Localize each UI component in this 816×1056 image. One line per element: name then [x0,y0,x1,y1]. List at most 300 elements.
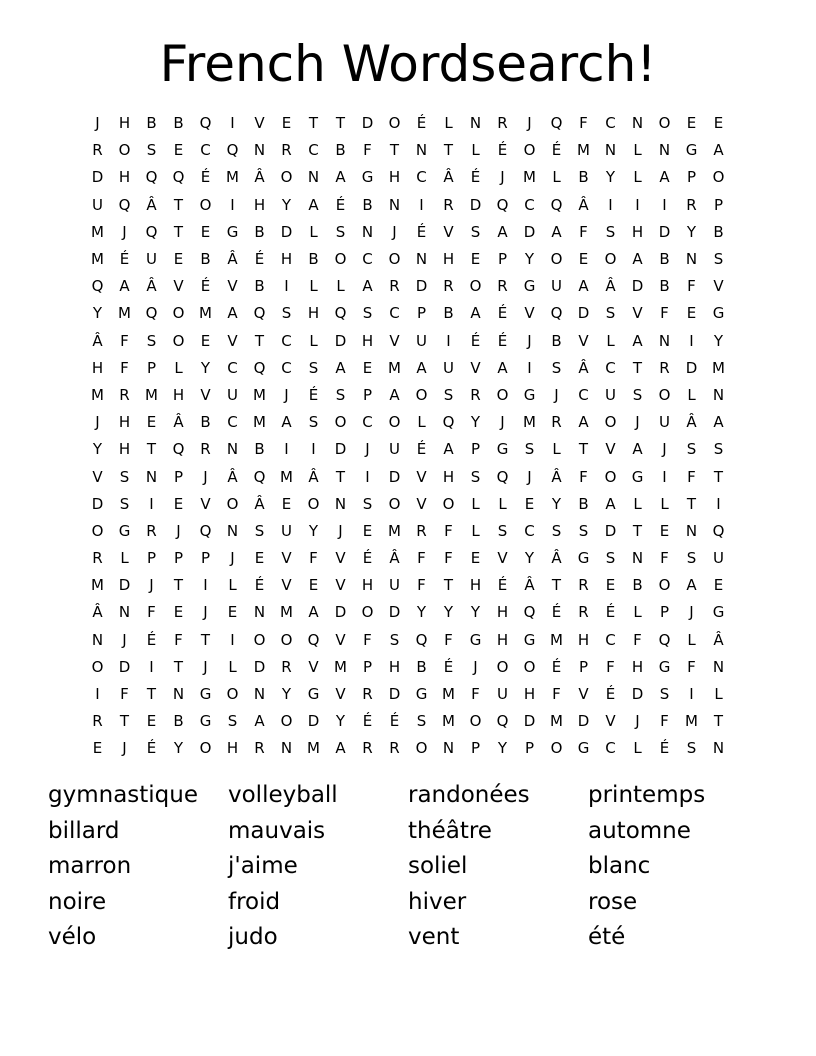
grid-cell: O [388,250,401,269]
grid-cell: S [605,304,616,323]
grid-cell: Y [443,603,454,622]
grid-cell: S [254,521,265,540]
grid-cell: O [280,168,293,187]
grid-cell: O [469,712,482,731]
grid-cell: E [578,250,589,269]
grid-cell: N [658,141,671,160]
grid-cell: D [307,712,320,731]
grid-cell: H [388,657,401,676]
grid-cell: Â [173,413,184,432]
word-list-item: judo [228,924,278,950]
grid-cell: T [632,358,643,377]
grid-cell: V [227,331,238,350]
grid-cell: É [470,331,481,350]
grid-cell: L [687,385,696,404]
grid-cell: O [280,712,293,731]
grid-cell: L [471,141,480,160]
grid-cell: V [281,549,292,568]
grid-cell: L [336,277,345,296]
grid-cell: A [713,413,724,432]
grid-cell: I [203,576,208,595]
grid-cell: É [659,739,670,758]
grid-cell: N [334,494,347,513]
grid-cell: R [389,739,400,758]
grid-cell: T [146,685,157,704]
grid-cell: Â [227,467,238,486]
grid-cell: A [119,277,130,296]
grid-cell: F [309,549,318,568]
grid-cell: J [122,739,127,758]
grid-cell: T [173,657,184,676]
grid-cell: G [658,657,671,676]
grid-cell: L [498,494,507,513]
grid-cell: J [95,114,100,133]
grid-cell: L [471,521,480,540]
grid-cell: É [200,277,211,296]
grid-cell: P [470,440,481,459]
grid-cell: J [635,413,640,432]
grid-cell: Q [550,195,563,214]
grid-row [84,681,732,708]
grid-cell: Q [172,440,185,459]
grid-cell: Q [307,630,320,649]
grid-cell: F [660,304,669,323]
grid-cell: E [362,521,373,540]
word-list-item: j'aime [228,853,298,879]
grid-row [84,518,732,545]
grid-cell: N [442,739,455,758]
grid-row [84,627,732,654]
grid-cell: A [632,440,643,459]
grid-cell: H [118,413,131,432]
grid-cell: P [416,304,427,323]
grid-cell: N [631,549,644,568]
grid-cell: F [660,549,669,568]
grid-cell: T [335,114,346,133]
grid-cell: É [470,168,481,187]
grid-cell: E [470,250,481,269]
grid-cell: J [149,576,154,595]
grid-cell: É [416,440,427,459]
grid-cell: A [497,358,508,377]
page-title: French Wordsearch! [159,35,657,93]
grid-cell: Y [497,739,508,758]
grid-cell: S [632,385,643,404]
grid-cell: B [632,576,643,595]
word-list-item: froid [228,888,281,915]
grid-cell: G [415,685,428,704]
grid-cell: Â [308,467,319,486]
grid-cell: N [226,521,239,540]
grid-cell: O [280,630,293,649]
word-list-item: soliel [408,853,468,879]
grid-cell: É [497,331,508,350]
grid-cell: I [365,467,370,486]
grid-cell: E [605,576,616,595]
grid-cell: E [173,603,184,622]
grid-cell: V [578,331,589,350]
grid-row [84,246,732,273]
grid-cell: J [662,440,667,459]
grid-cell: N [91,630,104,649]
grid-cell: E [686,304,697,323]
grid-cell: É [119,250,130,269]
grid-cell: O [415,385,428,404]
grid-cell: S [686,549,697,568]
grid-cell: G [496,440,509,459]
grid-cell: E [146,712,157,731]
grid-cell: L [444,114,453,133]
grid-cell: É [605,685,616,704]
grid-cell: O [658,385,671,404]
grid-cell: É [497,141,508,160]
grid-cell: R [146,521,157,540]
grid-cell: F [687,277,696,296]
grid-cell: B [200,250,211,269]
grid-cell: S [119,494,130,513]
word-list-item: théâtre [408,817,492,844]
grid-cell: V [578,685,589,704]
grid-cell: Q [91,277,104,296]
grid-cell: V [416,494,427,513]
grid-cell: Â [551,467,562,486]
grid-cell: L [633,494,642,513]
grid-cell: T [119,712,130,731]
grid-cell: J [527,331,532,350]
grid-cell: V [92,467,103,486]
grid-cell: L [228,657,237,676]
grid-row [84,735,732,762]
grid-cell: A [227,304,238,323]
grid-cell: A [281,413,292,432]
grid-cell: Â [254,494,265,513]
grid-cell: C [227,358,238,377]
grid-cell: É [389,712,400,731]
grid-cell: B [578,168,589,187]
grid-cell: M [388,358,401,377]
grid-cell: L [714,685,723,704]
grid-cell: S [281,304,292,323]
grid-cell: U [281,521,292,540]
grid-cell: A [686,576,697,595]
grid-cell: R [119,385,130,404]
word-list-item: volleyball [228,782,338,808]
grid-cell: V [524,304,535,323]
grid-cell: M [442,712,455,731]
grid-cell: R [551,413,562,432]
grid-cell: O [604,250,617,269]
grid-cell: A [362,277,373,296]
grid-cell: Y [686,222,697,241]
grid-cell: I [608,195,613,214]
grid-cell: C [308,141,319,160]
grid-cell: D [631,685,644,704]
grid-cell: L [552,440,561,459]
grid-cell: Y [416,603,427,622]
grid-cell: A [578,413,589,432]
grid-cell: J [203,467,208,486]
grid-cell: S [551,521,562,540]
grid-cell: P [497,250,508,269]
grid-cell: O [388,494,401,513]
grid-cell: D [658,222,671,241]
grid-cell: R [497,114,508,133]
grid-cell: A [551,222,562,241]
grid-cell: G [712,603,725,622]
grid-cell: N [712,657,725,676]
grid-cell: D [91,494,104,513]
grid-cell: S [470,467,481,486]
word-list-item: billard [48,817,120,844]
grid-cell: J [122,222,127,241]
grid-cell: U [227,385,238,404]
grid-cell: O [388,413,401,432]
grid-cell: A [308,603,319,622]
grid-cell: L [552,168,561,187]
grid-cell: B [335,141,346,160]
grid-cell: R [389,277,400,296]
grid-cell: S [578,521,589,540]
grid-cell: T [173,222,184,241]
grid-cell: N [118,603,131,622]
word-list-item: gymnastique [48,782,199,808]
grid-row [84,463,732,490]
grid-row [84,436,732,463]
grid-cell: N [253,141,266,160]
word-list-item: noire [48,888,107,915]
grid-cell: V [308,657,319,676]
grid-cell: F [552,685,561,704]
grid-cell: C [389,304,400,323]
grid-cell: O [172,304,185,323]
grid-cell: S [362,494,373,513]
grid-cell: H [172,385,185,404]
grid-cell: F [687,657,696,676]
grid-cell: M [91,385,104,404]
grid-cell: D [91,168,104,187]
grid-cell: N [361,222,374,241]
grid-cell: É [146,630,157,649]
grid-cell: P [146,358,157,377]
grid-cell: B [713,222,724,241]
grid-cell: B [146,114,157,133]
grid-cell: S [308,413,319,432]
grid-cell: J [527,114,532,133]
grid-row [84,491,732,518]
grid-cell: J [500,168,505,187]
grid-cell: L [309,331,318,350]
grid-cell: S [659,685,670,704]
grid-cell: J [473,657,478,676]
grid-cell: S [524,440,535,459]
grid-cell: A [416,358,427,377]
grid-cell: D [334,440,347,459]
grid-cell: H [496,630,509,649]
grid-cell: I [284,277,289,296]
grid-cell: R [92,712,103,731]
grid-cell: O [361,603,374,622]
grid-cell: L [120,549,129,568]
grid-cell: M [334,657,347,676]
grid-cell: Q [334,304,347,323]
grid-cell: M [523,168,536,187]
grid-cell: M [280,603,293,622]
grid-cell: L [309,277,318,296]
grid-cell: Y [92,304,103,323]
grid-cell: É [416,114,427,133]
grid-cell: M [577,141,590,160]
grid-cell: F [687,467,696,486]
grid-cell: A [659,168,670,187]
grid-cell: J [95,413,100,432]
grid-cell: S [605,549,616,568]
grid-cell: Y [335,712,346,731]
grid-cell: M [685,712,698,731]
grid-cell: N [415,141,428,160]
grid-row [84,599,732,626]
grid-cell: Y [524,549,535,568]
grid-cell: F [444,521,453,540]
grid-cell: M [253,413,266,432]
grid-cell: Q [199,521,212,540]
grid-cell: G [523,277,536,296]
grid-cell: N [145,467,158,486]
grid-cell: N [226,440,239,459]
grid-cell: É [362,549,373,568]
grid-cell: N [685,521,698,540]
grid-cell: P [362,385,373,404]
grid-cell: L [174,358,183,377]
grid-cell: B [200,413,211,432]
word-list-item: rose [588,888,638,915]
grid-cell: O [253,630,266,649]
grid-cell: H [496,603,509,622]
grid-cell: A [497,222,508,241]
grid-cell: S [335,385,346,404]
grid-cell: Q [145,168,158,187]
grid-cell: V [200,385,211,404]
grid-cell: Q [253,467,266,486]
grid-cell: F [120,331,129,350]
grid-cell: F [174,630,183,649]
grid-cell: Â [713,630,724,649]
grid-cell: I [311,440,316,459]
grid-cell: D [253,657,266,676]
grid-cell: O [604,467,617,486]
grid-cell: H [253,195,266,214]
grid-cell: Q [550,304,563,323]
grid-cell: Y [281,685,292,704]
grid-cell: O [442,494,455,513]
grid-cell: T [389,141,400,160]
grid-cell: F [417,549,426,568]
grid-cell: I [689,331,694,350]
grid-cell: A [335,168,346,187]
grid-cell: O [469,277,482,296]
grid-cell: E [173,141,184,160]
grid-cell: Â [524,576,535,595]
grid-cell: P [713,195,724,214]
grid-cell: C [524,195,535,214]
grid-row [84,328,732,355]
grid-cell: O [496,385,509,404]
grid-cell: É [146,739,157,758]
grid-cell: L [660,494,669,513]
grid-cell: C [281,358,292,377]
grid-cell: D [577,712,590,731]
grid-cell: O [523,657,536,676]
word-list-item: hiver [408,888,467,915]
grid-cell: O [550,250,563,269]
grid-cell: Q [172,168,185,187]
grid-cell: R [497,277,508,296]
grid-cell: M [388,521,401,540]
grid-cell: N [172,685,185,704]
grid-cell: F [444,549,453,568]
grid-cell: B [443,304,454,323]
grid-row [84,110,732,137]
grid-cell: O [91,657,104,676]
grid-cell: A [605,494,616,513]
grid-cell: Y [200,358,211,377]
grid-cell: U [497,685,508,704]
grid-cell: Q [253,358,266,377]
grid-cell: S [605,222,616,241]
grid-row [84,273,732,300]
grid-cell: N [253,603,266,622]
grid-cell: I [662,467,667,486]
grid-row [84,164,732,191]
grid-cell: L [633,168,642,187]
grid-cell: E [659,521,670,540]
grid-cell: J [635,712,640,731]
grid-cell: P [200,549,211,568]
grid-cell: Q [496,467,509,486]
grid-cell: T [200,630,211,649]
grid-cell: S [551,358,562,377]
grid-cell: D [685,358,698,377]
grid-cell: Y [308,521,319,540]
grid-cell: G [577,549,590,568]
grid-cell: C [605,358,616,377]
grid-cell: E [281,114,292,133]
grid-cell: H [118,440,131,459]
grid-cell: V [335,549,346,568]
grid-cell: F [120,685,129,704]
grid-cell: O [172,331,185,350]
grid-cell: Y [470,413,481,432]
grid-cell: R [578,576,589,595]
grid-cell: U [605,385,616,404]
grid-cell: I [149,657,154,676]
grid-cell: Y [551,494,562,513]
grid-cell: C [605,630,616,649]
grid-cell: M [91,222,104,241]
grid-cell: D [118,657,131,676]
grid-cell: N [388,195,401,214]
grid-cell: L [471,494,480,513]
grid-cell: S [119,467,130,486]
grid-cell: R [200,440,211,459]
grid-cell: N [280,739,293,758]
grid-cell: G [577,739,590,758]
grid-cell: O [415,739,428,758]
grid-cell: Â [389,549,400,568]
grid-cell: A [470,304,481,323]
grid-row [84,545,732,572]
grid-cell: O [712,168,725,187]
grid-cell: M [712,358,725,377]
